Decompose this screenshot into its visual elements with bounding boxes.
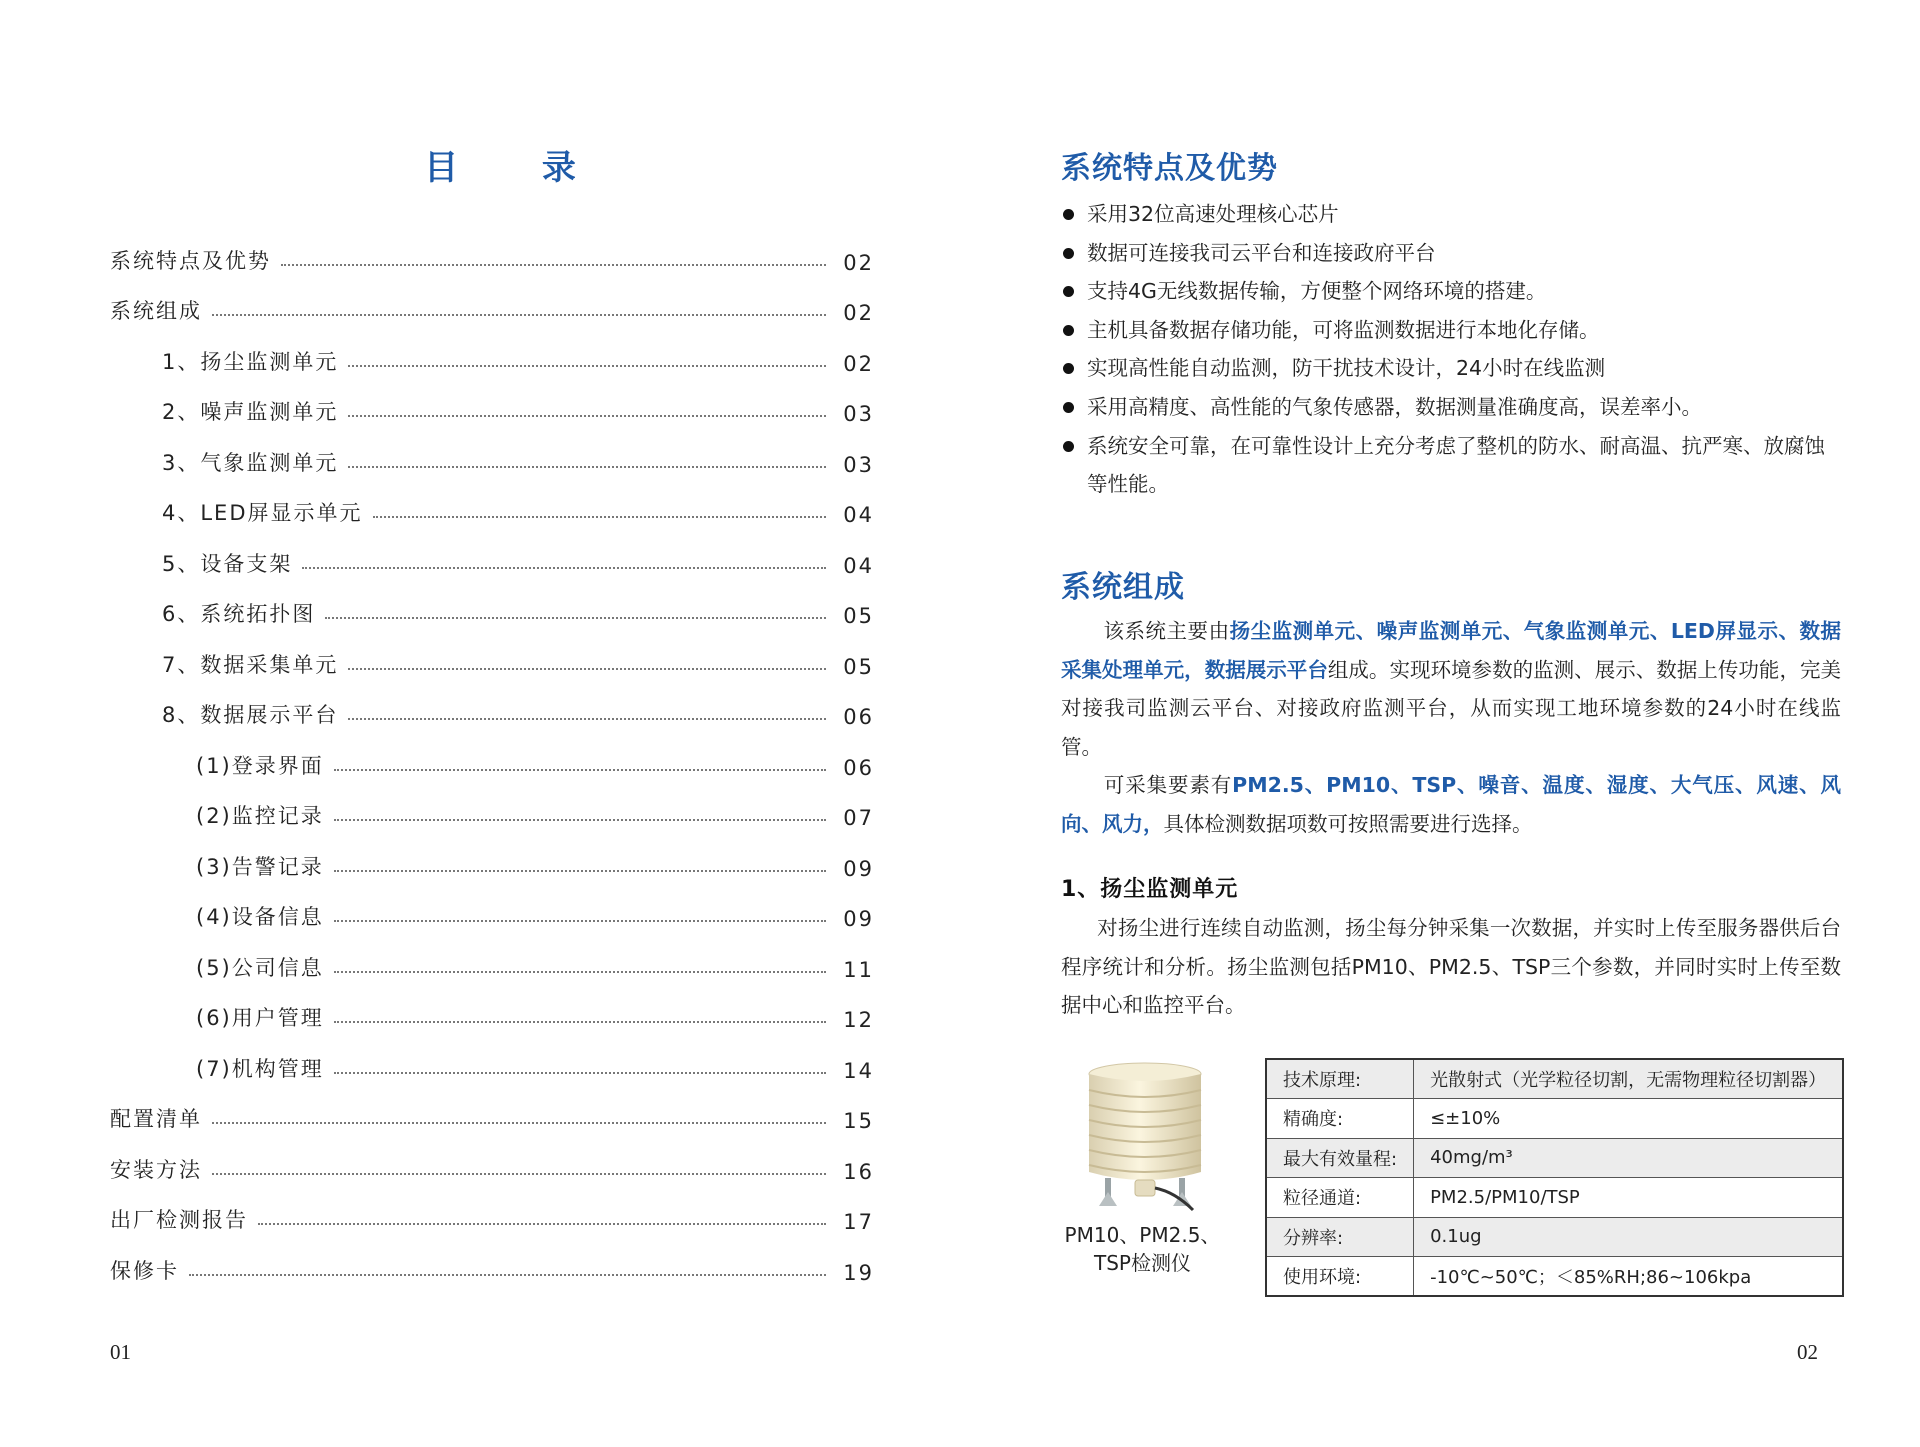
toc-entry[interactable] — [110, 434, 874, 485]
toc-entry-page: 02 — [843, 250, 874, 275]
page-number-left: 01 — [110, 1340, 131, 1364]
toc-leader-dots — [348, 668, 826, 670]
spec-key: 使用环境: — [1266, 1257, 1414, 1297]
dust-sensor-image — [1075, 1060, 1215, 1220]
composition-paragraph-1 — [1061, 612, 1841, 766]
toc-leader-dots — [281, 264, 826, 266]
toc-leader-dots — [348, 365, 826, 367]
dust-sensor-figure — [1060, 1060, 1225, 1276]
toc-leader-dots — [348, 718, 826, 720]
toc-title: 目 录 — [424, 148, 612, 188]
toc-leader-dots — [334, 769, 826, 771]
feature-item — [1061, 234, 1841, 273]
toc-leader-dots — [348, 466, 826, 468]
toc-leader-dots — [348, 415, 826, 417]
toc-entry-page: 11 — [843, 957, 874, 982]
toc-entry[interactable] — [110, 687, 874, 738]
toc-entry-page: 17 — [843, 1210, 874, 1234]
toc-entry[interactable] — [110, 485, 874, 536]
toc-entry[interactable] — [110, 384, 874, 435]
spec-value: 光散射式（光学粒径切割，无需物理粒径切割器） — [1414, 1059, 1844, 1099]
toc-entry-page: 05 — [843, 604, 874, 628]
toc-entry-label: (3)告警记录 — [196, 854, 324, 879]
toc-entry-page: 07 — [843, 806, 874, 830]
features-heading: 系统特点及优势 — [1061, 151, 1278, 186]
device-caption-line-1: PM10、PM2.5、 — [1064, 1223, 1221, 1247]
toc-entry-label: 2、噪声监测单元 — [162, 400, 339, 424]
toc-entry[interactable] — [110, 283, 874, 334]
toc-leader-dots — [334, 819, 826, 821]
toc-leader-dots — [334, 920, 826, 922]
spec-key: 粒径通道: — [1266, 1178, 1414, 1218]
toc-entry-label: (1)登录界面 — [196, 753, 324, 778]
toc-entry-page: 15 — [843, 1109, 874, 1133]
toc-entry-page: 05 — [843, 654, 874, 679]
composition-p2-text-b: 具体检测数据项数可按照需要进行选择。 — [1163, 811, 1533, 836]
spec-row — [1266, 1217, 1843, 1257]
toc-entry-label: 1、扬尘监测单元 — [162, 349, 339, 374]
spec-value: PM2.5/PM10/TSP — [1414, 1178, 1844, 1218]
bullet-icon — [1063, 402, 1074, 413]
toc-entry[interactable] — [110, 232, 874, 283]
feature-item — [1061, 388, 1841, 427]
spec-key: 分辨率: — [1266, 1217, 1414, 1257]
toc-entry-page: 06 — [843, 755, 874, 780]
toc-leader-dots — [302, 567, 826, 569]
feature-item — [1061, 311, 1841, 350]
spec-row — [1266, 1257, 1843, 1297]
toc-entry-label: 7、数据采集单元 — [162, 652, 339, 677]
toc-entry[interactable] — [110, 838, 874, 889]
toc-leader-dots — [189, 1274, 826, 1276]
bullet-icon — [1063, 248, 1074, 259]
toc-entry-label: 6、系统拓扑图 — [162, 602, 316, 626]
toc-entry[interactable] — [110, 1091, 874, 1142]
spec-row — [1266, 1099, 1843, 1139]
toc-entry-label: (5)公司信息 — [196, 955, 324, 980]
toc-entry-label: (2)监控记录 — [196, 804, 324, 828]
toc-entry[interactable] — [110, 990, 874, 1041]
toc-entry[interactable] — [110, 586, 874, 637]
toc-leader-dots — [334, 870, 826, 872]
toc-leader-dots — [212, 314, 826, 316]
feature-text: 实现高性能自动监测，防干扰技术设计，24小时在线监测 — [1087, 356, 1606, 381]
feature-text: 数据可连接我司云平台和连接政府平台 — [1087, 240, 1436, 265]
toc-entry[interactable] — [110, 1040, 874, 1091]
toc-leader-dots — [334, 1072, 826, 1074]
spec-value: ≤±10% — [1414, 1099, 1844, 1139]
toc-entry[interactable] — [110, 535, 874, 586]
toc-entry-label: 配置清单 — [110, 1107, 202, 1131]
spec-key: 技术原理: — [1266, 1059, 1414, 1099]
spec-key: 精确度: — [1266, 1099, 1414, 1139]
spec-row — [1266, 1178, 1843, 1218]
composition-p2-highlight: PM2.5、PM10、TSP、噪音、温度、湿度、大气压、风速、风向、风力， — [1061, 773, 1842, 836]
toc-entry-label: 4、LED屏显示单元 — [162, 501, 363, 525]
toc-entry-page: 03 — [843, 402, 874, 426]
toc-entry-page: 09 — [843, 856, 874, 881]
bullet-icon — [1063, 286, 1074, 297]
spec-row — [1266, 1138, 1843, 1178]
spec-value: -10℃~50℃；＜85%RH;86~106kpa — [1414, 1257, 1844, 1297]
device-caption-line-2: TSP检测仪 — [1094, 1251, 1191, 1275]
feature-item — [1061, 427, 1841, 504]
toc-entry-page: 12 — [843, 1008, 874, 1032]
toc-leader-dots — [334, 1021, 826, 1023]
dust-unit-heading: 1、扬尘监测单元 — [1061, 877, 1239, 902]
toc-entry-page: 03 — [843, 452, 874, 477]
feature-list — [1061, 195, 1841, 504]
bullet-icon — [1063, 441, 1074, 452]
table-of-contents — [110, 232, 874, 1293]
toc-entry-page: 02 — [843, 301, 874, 325]
toc-leader-dots — [212, 1173, 826, 1175]
toc-entry-label: 系统特点及优势 — [110, 248, 271, 273]
dust-unit-paragraph — [1061, 909, 1841, 1025]
feature-text: 采用32位高速处理核心芯片 — [1087, 202, 1339, 226]
composition-heading: 系统组成 — [1061, 570, 1185, 605]
toc-entry-page: 02 — [843, 351, 874, 376]
toc-entry-page: 04 — [843, 503, 874, 527]
toc-entry-label: 3、气象监测单元 — [162, 450, 339, 475]
toc-entry-label: (6)用户管理 — [196, 1006, 324, 1030]
toc-leader-dots — [325, 617, 826, 619]
toc-entry-page: 09 — [843, 907, 874, 931]
composition-p1-highlight: 扬尘监测单元、噪声监测单元、气象监测单元、LED屏显示、数据采集处理单元，数据展示平台 — [1061, 619, 1841, 682]
toc-entry-label: 出厂检测报告 — [110, 1208, 248, 1232]
toc-entry[interactable] — [110, 1192, 874, 1243]
toc-entry-label: 系统组成 — [110, 299, 202, 323]
toc-entry[interactable] — [110, 737, 874, 788]
toc-entry[interactable] — [110, 788, 874, 839]
right-page — [960, 0, 1920, 1447]
toc-entry-page: 06 — [843, 705, 874, 729]
spec-table — [1265, 1058, 1844, 1297]
feature-text: 系统安全可靠，在可靠性设计上充分考虑了整机的防水、耐高温、抗严寒、放腐蚀等性能。 — [1087, 433, 1825, 497]
bullet-icon — [1063, 363, 1074, 374]
feature-item — [1061, 195, 1841, 234]
toc-entry[interactable] — [110, 1141, 874, 1192]
feature-text: 支持4G无线数据传输，方便整个网络环境的搭建。 — [1087, 279, 1547, 304]
toc-entry[interactable] — [110, 636, 874, 687]
toc-entry[interactable] — [110, 939, 874, 990]
feature-item — [1061, 349, 1841, 388]
toc-entry-label: 保修卡 — [110, 1258, 179, 1283]
feature-text: 主机具备数据存储功能，可将监测数据进行本地化存储。 — [1087, 317, 1600, 342]
spec-row — [1266, 1059, 1843, 1099]
feature-item — [1061, 272, 1841, 311]
toc-entry-label: 5、设备支架 — [162, 551, 293, 576]
toc-entry[interactable] — [110, 889, 874, 940]
toc-leader-dots — [258, 1223, 826, 1225]
toc-entry-page: 19 — [843, 1260, 874, 1285]
toc-entry[interactable] — [110, 333, 874, 384]
spec-key: 最大有效量程: — [1266, 1138, 1414, 1178]
toc-entry[interactable] — [110, 1242, 874, 1293]
toc-entry-page: 04 — [843, 553, 874, 578]
toc-entry-label: 8、数据展示平台 — [162, 703, 339, 727]
toc-entry-page: 16 — [843, 1159, 874, 1184]
bullet-icon — [1063, 325, 1074, 336]
composition-p1-text-a: 该系统主要由 — [1103, 619, 1230, 643]
toc-entry-page: 14 — [843, 1058, 874, 1083]
bullet-icon — [1063, 209, 1074, 220]
spec-value: 40mg/m³ — [1414, 1138, 1844, 1178]
dust-unit-text: 对扬尘进行连续自动监测，扬尘每分钟采集一次数据，并实时上传至服务器供后台程序统计和分析。扬尘监测包括PM10、PM2.5、TSP三个参数，并同时实时上传至数据中心和监控平台。 — [1061, 916, 1841, 1018]
toc-entry-label: 安装方法 — [110, 1157, 202, 1182]
composition-p2-text-a: 可采集要素有 — [1103, 773, 1233, 797]
spec-value: 0.1ug — [1414, 1217, 1844, 1257]
feature-text: 采用高精度、高性能的气象传感器，数据测量准确度高，误差率小。 — [1087, 394, 1702, 419]
toc-entry-label: (4)设备信息 — [196, 905, 324, 929]
page-number-right: 02 — [1797, 1340, 1818, 1364]
toc-entry-label: (7)机构管理 — [196, 1056, 324, 1081]
composition-p1-text-b: 组成。实现环境参数的监测、展示、数据上传功能，完美对接我司监测云平台、对接政府监测平台，从而实现工地环境参数的24小时在线监管。 — [1061, 657, 1842, 759]
toc-leader-dots — [212, 1122, 826, 1124]
toc-leader-dots — [334, 971, 826, 973]
toc-leader-dots — [373, 516, 827, 518]
composition-paragraph-2 — [1061, 766, 1841, 843]
